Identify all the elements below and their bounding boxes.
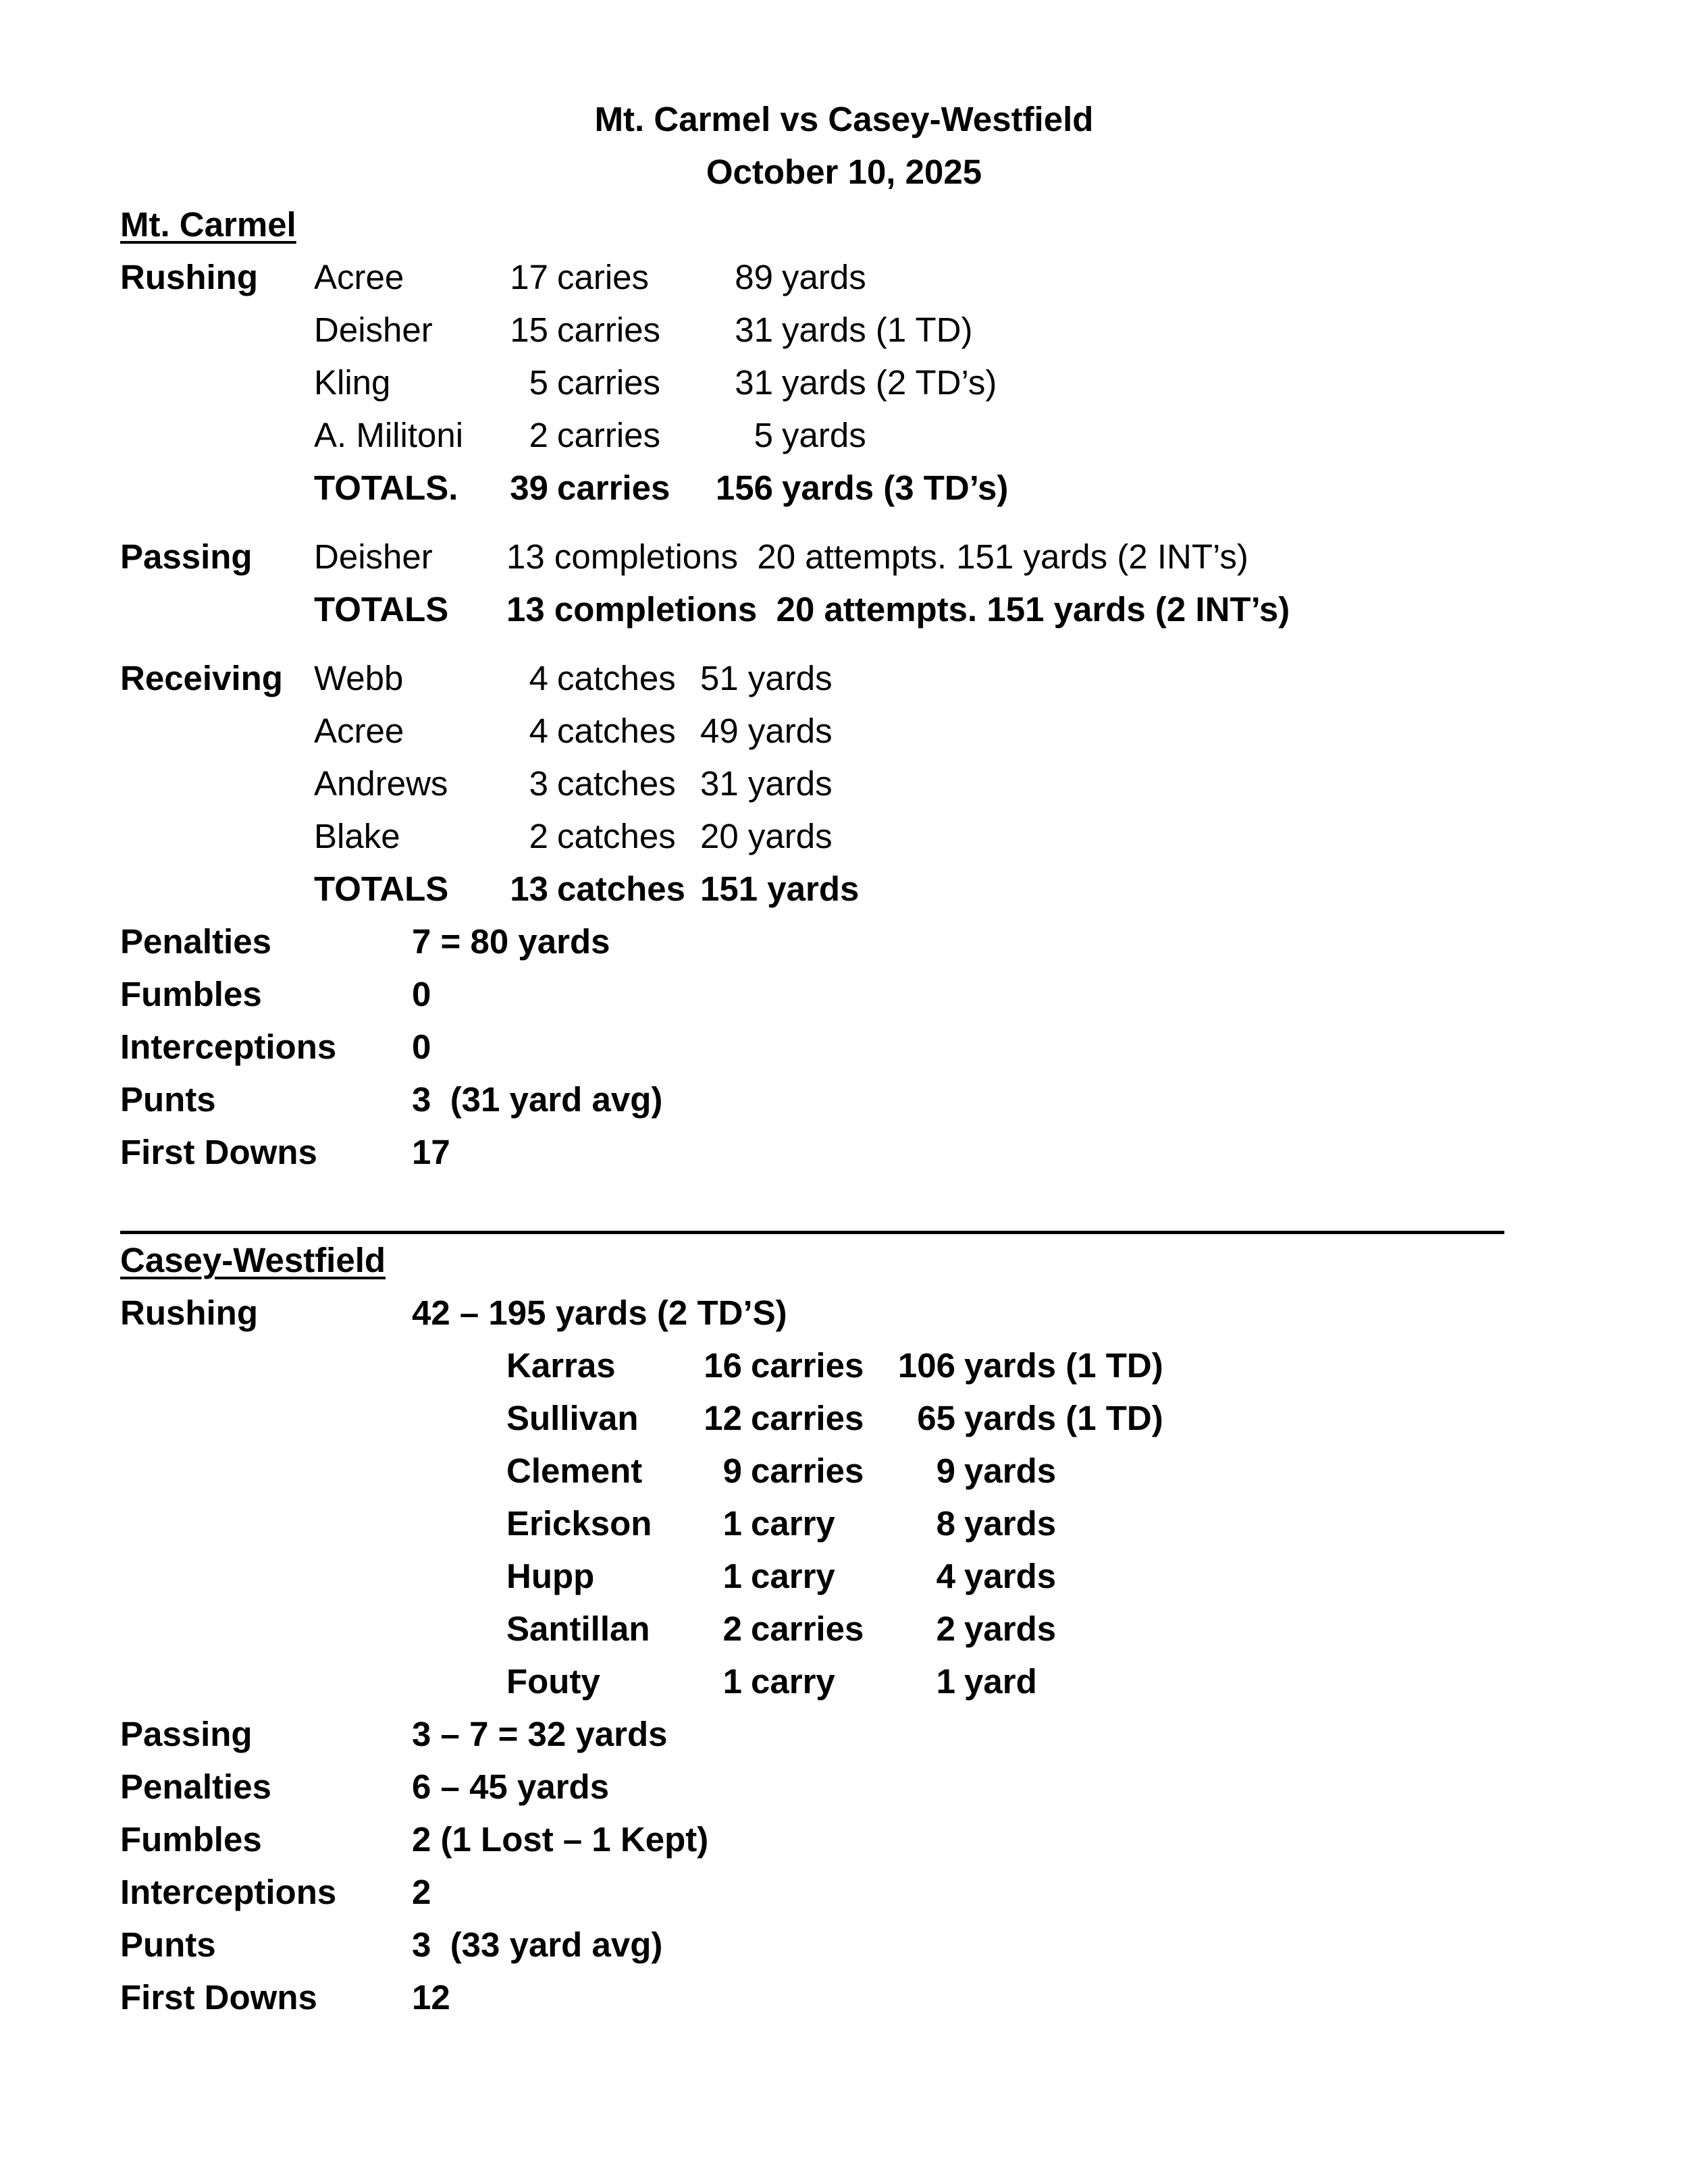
catches-number: 4 xyxy=(529,712,548,750)
table-row xyxy=(120,304,1568,356)
passing-stat: 13 completions 20 attempts. 151 yards (2 INT’s) xyxy=(506,537,1248,576)
rushing-label: Rushing xyxy=(120,258,258,296)
player-name: Deisher xyxy=(314,311,433,349)
stat-value: 12 xyxy=(412,1978,450,2017)
receiving-label: Receiving xyxy=(120,659,283,697)
yards-cell xyxy=(891,1339,1568,1392)
stat-row xyxy=(120,1021,1568,1073)
stat-value: 2 xyxy=(412,1873,431,1911)
yards-number: 8 xyxy=(936,1504,955,1543)
cw-rushing-header-row xyxy=(120,1287,1568,1339)
passing-label: Passing xyxy=(120,537,253,576)
yards-cell xyxy=(891,1603,1568,1655)
table-row xyxy=(120,757,1568,810)
mtc-passing-table xyxy=(120,531,1568,636)
carries-number: 16 xyxy=(704,1346,742,1385)
table-row xyxy=(120,409,1568,462)
carries-number: 1 xyxy=(722,1662,742,1701)
yards-text: yards xyxy=(964,1557,1057,1595)
player-name: Webb xyxy=(314,659,404,697)
stat-value: 2 (1 Lost – 1 Kept) xyxy=(412,1820,709,1859)
stat-row xyxy=(120,968,1568,1021)
carries-text: carries xyxy=(557,416,661,454)
carries-cell xyxy=(506,304,709,356)
yards-cell: 49 yards xyxy=(700,712,833,750)
stat-row xyxy=(120,1813,1568,1866)
catches-text: catches xyxy=(557,712,676,750)
carries-cell xyxy=(506,356,709,409)
carries-text: carry xyxy=(751,1557,835,1595)
mtc-receiving-table xyxy=(120,652,1568,915)
yards-text: yards xyxy=(964,1609,1057,1648)
yards-cell xyxy=(709,304,1568,356)
carries-text: carries xyxy=(557,469,670,507)
table-row xyxy=(120,1445,1568,1497)
yards-number: 5 xyxy=(754,416,773,454)
stat-label: Penalties xyxy=(120,922,271,961)
catches-number: 4 xyxy=(529,659,548,697)
yards-number: 156 xyxy=(715,469,773,507)
stat-label: Interceptions xyxy=(120,1873,337,1911)
carries-number: 12 xyxy=(704,1399,742,1437)
yards-cell: 51 yards xyxy=(700,659,833,697)
yards-cell xyxy=(891,1392,1568,1445)
yards-text: yards xyxy=(964,1504,1057,1543)
stat-row xyxy=(120,915,1568,968)
carries-number: 17 xyxy=(510,258,548,296)
carries-number: 39 xyxy=(510,469,548,507)
stat-value: 3 (33 yard avg) xyxy=(412,1925,663,1964)
stat-label: First Downs xyxy=(120,1978,317,2017)
table-row xyxy=(120,356,1568,409)
yards-number: 106 xyxy=(897,1346,955,1385)
stat-row xyxy=(120,1073,1568,1126)
player-name: Blake xyxy=(314,817,400,855)
yards-text: yards xyxy=(964,1451,1057,1490)
stat-row xyxy=(120,1919,1568,1971)
cw-summary-stats xyxy=(120,1708,1568,2024)
catches-cell xyxy=(506,757,700,810)
table-row xyxy=(120,1497,1568,1550)
table-row xyxy=(120,1550,1568,1603)
mtc-summary-stats xyxy=(120,915,1568,1179)
player-name: Andrews xyxy=(314,764,448,803)
stat-label: Interceptions xyxy=(120,1028,337,1066)
section-heading-casey-westfield: Casey-Westfield xyxy=(120,1241,386,1279)
stat-label: Fumbles xyxy=(120,1820,262,1859)
yards-number: 1 xyxy=(936,1662,955,1701)
stat-label: Fumbles xyxy=(120,975,262,1013)
carries-number: 1 xyxy=(722,1557,742,1595)
section-heading-mt-carmel: Mt. Carmel xyxy=(120,205,296,244)
player-name: Santillan xyxy=(506,1609,650,1648)
yards-cell: 151 yards xyxy=(700,870,860,908)
stat-row xyxy=(120,1971,1568,2024)
yards-number: 2 xyxy=(936,1609,955,1648)
catches-cell xyxy=(506,705,700,757)
stat-label: Punts xyxy=(120,1080,216,1119)
stat-value: 17 xyxy=(412,1133,450,1171)
player-name: Kling xyxy=(314,363,391,402)
table-row xyxy=(120,705,1568,757)
yards-cell xyxy=(891,1655,1568,1708)
catches-text: catches xyxy=(557,870,685,908)
totals-label: TOTALS. xyxy=(314,469,458,507)
table-row xyxy=(120,810,1568,863)
carries-cell xyxy=(506,462,709,514)
carries-cell xyxy=(700,1497,891,1550)
yards-cell: 31 yards xyxy=(700,764,833,803)
yards-cell xyxy=(891,1445,1568,1497)
yards-cell xyxy=(709,251,1568,304)
stat-value: 0 xyxy=(412,1028,431,1066)
stat-label: First Downs xyxy=(120,1133,317,1171)
table-row-totals xyxy=(120,583,1568,636)
yards-number: 65 xyxy=(917,1399,955,1437)
stat-label: Penalties xyxy=(120,1767,271,1806)
carries-text: carries xyxy=(751,1451,864,1490)
section-divider xyxy=(120,1227,1504,1234)
player-name: Fouty xyxy=(506,1662,600,1701)
catches-cell xyxy=(506,863,700,915)
catches-number: 13 xyxy=(510,870,548,908)
catches-cell xyxy=(506,652,700,705)
stat-row xyxy=(120,1866,1568,1919)
stat-row xyxy=(120,1708,1568,1761)
carries-number: 5 xyxy=(529,363,548,402)
player-name: Sullivan xyxy=(506,1399,639,1437)
carries-text: carries xyxy=(557,311,661,349)
yards-number: 4 xyxy=(936,1557,955,1595)
carries-cell xyxy=(700,1603,891,1655)
catches-text: catches xyxy=(557,817,676,855)
yards-text: yards xyxy=(782,416,866,454)
table-row-totals xyxy=(120,863,1568,915)
yards-text: yards (1 TD) xyxy=(964,1399,1163,1437)
carries-number: 15 xyxy=(510,311,548,349)
catches-text: catches xyxy=(557,659,676,697)
player-name: A. Militoni xyxy=(314,416,464,454)
yards-cell xyxy=(709,356,1568,409)
carries-text: carries xyxy=(751,1346,864,1385)
yards-number: 89 xyxy=(735,258,773,296)
carries-number: 2 xyxy=(529,416,548,454)
stat-row xyxy=(120,1126,1568,1179)
table-row xyxy=(120,531,1568,583)
passing-stat: 13 completions 20 attempts. 151 yards (2 INT’s) xyxy=(506,590,1290,629)
doc-title: Mt. Carmel vs Casey-Westfield xyxy=(594,100,1094,138)
yards-cell xyxy=(709,462,1568,514)
yards-number: 9 xyxy=(936,1451,955,1490)
catches-text: catches xyxy=(557,764,676,803)
doc-date: October 10, 2025 xyxy=(706,153,982,191)
table-row xyxy=(120,1339,1568,1392)
player-name: Karras xyxy=(506,1346,616,1385)
table-row-totals xyxy=(120,462,1568,514)
yards-number: 31 xyxy=(735,363,773,402)
rushing-label: Rushing xyxy=(120,1294,258,1332)
yards-cell xyxy=(891,1497,1568,1550)
table-row xyxy=(120,1655,1568,1708)
table-row xyxy=(120,1392,1568,1445)
carries-cell xyxy=(700,1392,891,1445)
player-name: Erickson xyxy=(506,1504,652,1543)
mtc-rushing-table xyxy=(120,251,1568,514)
stat-label: Punts xyxy=(120,1925,216,1964)
carries-cell xyxy=(700,1550,891,1603)
rushing-total: 42 – 195 yards (2 TD’S) xyxy=(412,1294,787,1332)
player-name: Clement xyxy=(506,1451,643,1490)
player-name: Hupp xyxy=(506,1557,595,1595)
catches-number: 3 xyxy=(529,764,548,803)
totals-label: TOTALS xyxy=(314,590,449,629)
stat-value: 7 = 80 yards xyxy=(412,922,610,961)
table-row xyxy=(120,652,1568,705)
yards-number: 31 xyxy=(735,311,773,349)
stat-value: 3 – 7 = 32 yards xyxy=(412,1715,668,1753)
stat-row xyxy=(120,1761,1568,1813)
carries-text: carries xyxy=(557,363,661,402)
stat-value: 3 (31 yard avg) xyxy=(412,1080,663,1119)
carries-text: carries xyxy=(751,1399,864,1437)
catches-number: 2 xyxy=(529,817,548,855)
table-row xyxy=(120,251,1568,304)
yards-text: yards (1 TD) xyxy=(782,311,973,349)
cw-rushing-table xyxy=(120,1339,1568,1708)
carries-cell xyxy=(506,251,709,304)
yards-text: yards (2 TD’s) xyxy=(782,363,997,402)
totals-label: TOTALS xyxy=(314,870,449,908)
yards-cell xyxy=(891,1550,1568,1603)
yards-cell xyxy=(709,409,1568,462)
carries-text: carries xyxy=(751,1609,864,1648)
carries-cell xyxy=(506,409,709,462)
carries-number: 2 xyxy=(722,1609,742,1648)
stat-value: 0 xyxy=(412,975,431,1013)
player-name: Acree xyxy=(314,712,404,750)
carries-text: caries xyxy=(557,258,650,296)
carries-text: carry xyxy=(751,1662,835,1701)
yards-text: yard xyxy=(964,1662,1037,1701)
stat-label: Passing xyxy=(120,1715,253,1753)
table-row xyxy=(120,1603,1568,1655)
yards-cell: 20 yards xyxy=(700,817,833,855)
carries-cell xyxy=(700,1655,891,1708)
player-name: Acree xyxy=(314,258,404,296)
yards-text: yards (3 TD’s) xyxy=(782,469,1009,507)
carries-number: 1 xyxy=(722,1504,742,1543)
yards-text: yards xyxy=(782,258,866,296)
player-name: Deisher xyxy=(314,537,433,576)
catches-cell xyxy=(506,810,700,863)
yards-text: yards (1 TD) xyxy=(964,1346,1163,1385)
carries-number: 9 xyxy=(722,1451,742,1490)
carries-cell xyxy=(700,1339,891,1392)
carries-text: carry xyxy=(751,1504,835,1543)
stat-value: 6 – 45 yards xyxy=(412,1767,610,1806)
carries-cell xyxy=(700,1445,891,1497)
